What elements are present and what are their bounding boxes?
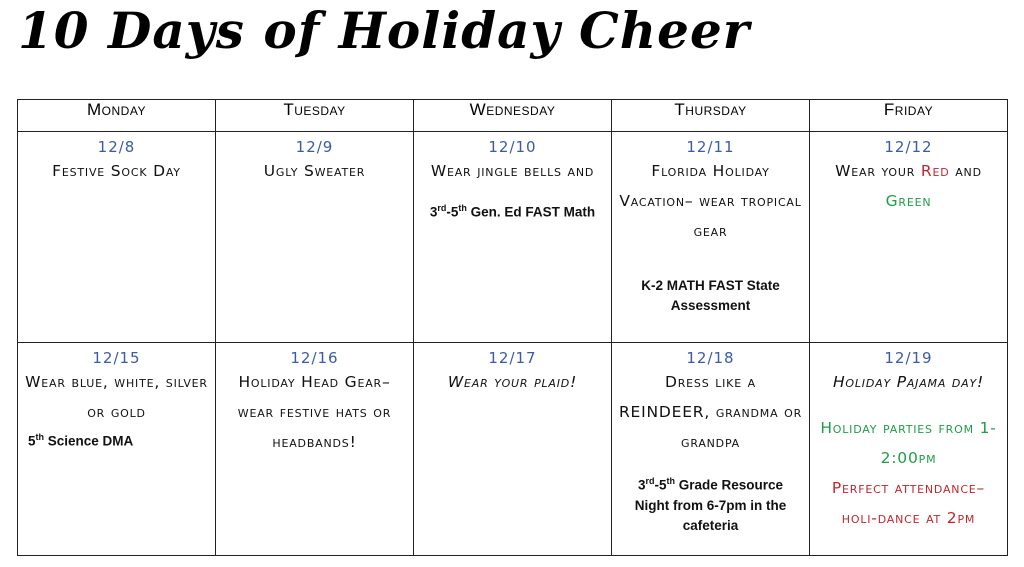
day-header-monday: Monday	[18, 100, 216, 132]
day-theme: Wear your plaid!	[447, 373, 578, 391]
day-date: 12/16	[290, 349, 339, 367]
day-theme: Festive Sock Day	[52, 162, 181, 180]
day-theme: Holiday Pajama day!	[832, 373, 985, 391]
day-date: 12/18	[686, 349, 735, 367]
week-row-1	[18, 132, 1008, 343]
day-date: 12/9	[295, 138, 334, 156]
day-cell	[612, 132, 810, 343]
day-header-thursday: Thursday	[612, 100, 810, 132]
day-cell	[216, 132, 414, 343]
day-cell	[18, 343, 216, 556]
day-date: 12/10	[488, 138, 537, 156]
day-theme: Dress like a REINDEER, grandma or grandpa	[618, 373, 803, 451]
day-note: K-2 MATH FAST State Assessment	[641, 278, 780, 313]
day-cell	[216, 343, 414, 556]
day-date: 12/11	[686, 138, 735, 156]
day-date: 12/17	[488, 349, 537, 367]
day-date: 12/15	[92, 349, 141, 367]
week-row-2	[18, 343, 1008, 556]
day-date: 12/12	[884, 138, 933, 156]
day-theme: Ugly Sweater	[263, 162, 366, 180]
day-cell	[612, 343, 810, 556]
day-cell	[414, 132, 612, 343]
day-theme: Holiday Head Gear– wear festive hats or headbands!	[237, 373, 392, 451]
day-cell	[810, 343, 1008, 556]
day-theme: Wear blue, white, silver or gold	[25, 373, 208, 421]
day-theme: Wear your Red and Green	[835, 162, 982, 210]
day-note: 3rd-5th Gen. Ed FAST Math	[429, 203, 596, 220]
day-date: 12/19	[884, 349, 933, 367]
day-header-friday: Friday	[810, 100, 1008, 132]
day-header-tuesday: Tuesday	[216, 100, 414, 132]
day-note: 3rd-5th Grade Resource Night from 6-7pm in the cafeteria	[634, 476, 787, 533]
day-note: 5th Science DMA	[28, 432, 134, 449]
day-header-row	[18, 100, 1008, 132]
party-note: Holiday parties from 1-2:00pm	[820, 419, 997, 467]
day-cell	[18, 132, 216, 343]
day-theme: Florida Holiday Vacation– wear tropical gear	[619, 162, 802, 240]
day-header-wednesday: Wednesday	[414, 100, 612, 132]
page-title: 10 Days of Holiday Cheer	[18, 1, 751, 60]
day-cell	[414, 343, 612, 556]
day-theme: Wear jingle bells and	[430, 162, 595, 180]
day-date: 12/8	[97, 138, 136, 156]
calendar-table	[17, 99, 1008, 556]
day-cell	[810, 132, 1008, 343]
attendance-note: Perfect attendance– holi-dance at 2pm	[831, 479, 986, 527]
